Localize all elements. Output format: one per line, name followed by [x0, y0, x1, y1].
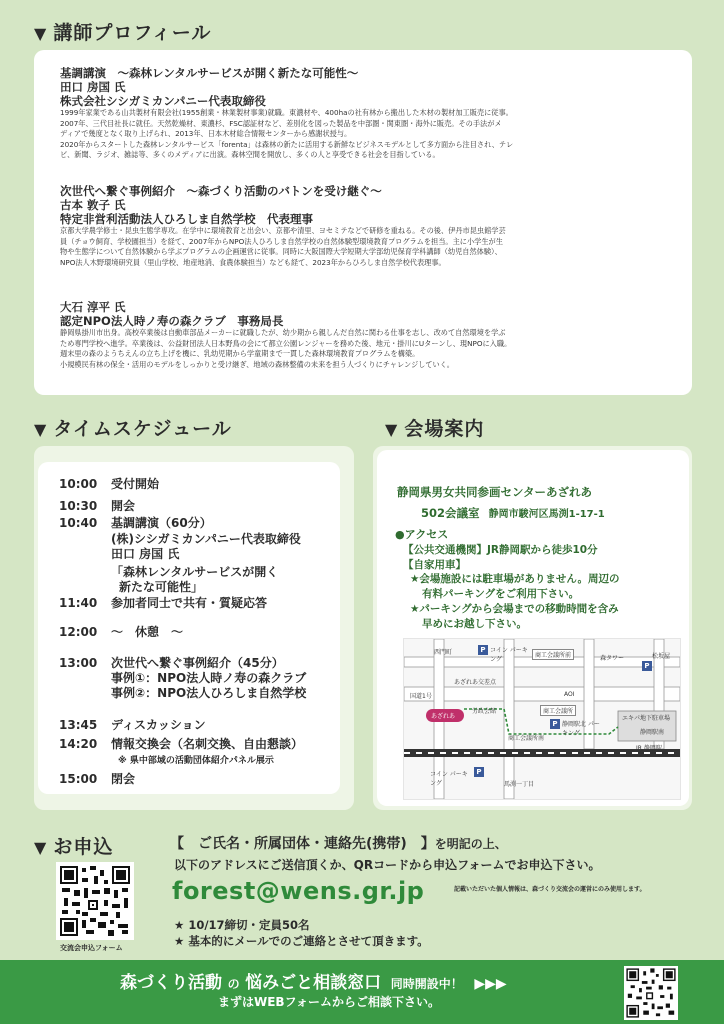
keynote-detail: 田口 房国 氏: [111, 547, 180, 561]
speaker-bio: 京都大学農学修士・昆虫生態学専攻。在学中に環境教育と出会い、京都や清里、ヨセミテなどで研修を重ねる。その後、伊丹市昆虫館学芸 員（チョウ飼育、学校園担当）を経て、2007年からNPO法人ひろしま自然学校の自然体験型環境教育プログラムを担当。主に小学生が生 物や生態学について自然体験から学ぶプログラムの企画運営に従事。同時に大阪国際大学短期大学部幼児保育学科講師（幼児自然体験）、 NPO法人木野環境研究員（里山学校、地産地消、食農体験担当）なども経て、2023年からひろしま自然学校代表理事。: [60, 226, 506, 267]
apply-contact-note: ★ 基本的にメールでのご連絡とさせて頂きます。: [174, 934, 429, 948]
car-access: 【自家用車】: [403, 559, 466, 571]
parking-icon: P: [478, 645, 488, 655]
map-label: 森タワー: [600, 655, 625, 662]
venue-heading: ▼ 会場案内: [385, 418, 485, 440]
apply-line1: 【 ご氏名・所属団体・連絡先(携帯) 】を明記の上、: [170, 836, 507, 852]
venue-room-line: [421, 502, 605, 523]
speaker-bio: 静岡県掛川市出身。高校卒業後は自動車部品メーカーに就職したが、幼少期から親しんだ自然に関わる仕事を志し、改めて自然環境を学ぶ ため専門学校へ進学。卒業後は、公益財団法人日本野鳥の会にて都立公園レンジャーを務めた後、地元・掛川にUターンし、現NPOに入職。 週末里の森のようちえんの立ち上げを機に、乳幼児期から学童期まで一貫した森林環境教育プログラムを構築。 小規模民有林の保全・活用のモデルをしっかりと受け継ぎ、地域の森林整備の未来を担う人づくりにチャレンジしていく。: [60, 328, 512, 369]
map-label: コイン パーキング: [430, 771, 468, 787]
speaker-name: 古本 敦子 氏: [60, 198, 126, 212]
map-label: 商工会議所前: [532, 649, 574, 660]
venue-address: 静岡市駿河区馬渕1-17-1: [488, 509, 605, 520]
schedule-row: 10:40 基調講演（60分）: [59, 516, 212, 530]
keynote-detail: 新たな可能性」: [119, 580, 204, 594]
speaker-talk-title: 基調講演 ～森林レンタルサービスが開く新たな可能性～: [60, 66, 359, 80]
venue-notes: ★会場施設には駐車場がありません。周辺の 有料パーキングをご利用下さい。 ★パーキングから会場までの移動時間を含み 早めにお越し下さい。: [410, 573, 620, 630]
case-item: 事例②：NPO法人ひろしま自然学校: [111, 686, 307, 700]
map-label: コイン パーキング: [490, 647, 528, 663]
footer-qr-code[interactable]: [624, 966, 678, 1020]
parking-icon: P: [550, 719, 560, 729]
apply-line2: 以下のアドレスにご送信頂くか、QRコードから申込フォームでお申込下さい。: [174, 858, 601, 872]
speaker-name: 田口 房国 氏: [60, 80, 126, 94]
schedule-inner: [38, 462, 340, 794]
map-label: あざれあ交差点: [454, 679, 497, 686]
map-label: 静岡駅北 パーキング: [562, 721, 600, 737]
venue-panel: [373, 446, 692, 810]
footer-title-line: 森づくり活動 の 悩みごと相談窓口 同時開設中！ ▶▶▶: [120, 973, 507, 993]
triangle-down-icon: ▼: [34, 24, 48, 43]
speaker-name: 大石 淳平 氏: [60, 300, 126, 314]
map-label: 松坂屋: [652, 653, 671, 660]
qr-icon: [625, 967, 677, 1019]
map-label: 商工会議所: [540, 705, 576, 716]
map-label: JR 静岡駅: [636, 745, 662, 752]
parking-icon: P: [642, 661, 652, 671]
public-transport: 【公共交通機関】JR静岡駅から徒歩10分: [403, 544, 598, 556]
speaker-org: 株式会社シシガミカンパニー代表取締役: [60, 94, 266, 108]
schedule-heading: ▼ タイムスケジュール: [34, 418, 232, 440]
arrow-icon: ▶▶▶: [474, 976, 507, 992]
map-label: あざれあ: [431, 713, 456, 720]
profile-panel: [34, 50, 692, 395]
profile-heading: ▼ 講師プロフィール: [34, 22, 212, 44]
map-label: 静岡駅南: [640, 729, 665, 736]
speaker-bio: 1999年家業である山共製材有限会社(1955創業・林業製材事業)就職。東濃材や、400haの社有林から搬出した木材の製材加工販売に従事。 2007年、三代目社長に就任。天然乾燥材、東濃杉、FSC認証材など、差別化を図った製品を中部圏・関東圏・海外に販売。その手法がメ ディアで幾度となく取り上げられ、2013年、日本木材総合情報センターから感謝状授与。 2020年からスタートした森林レンタルサービス「forenta」は森林の新たに活用する新鮮なビジネスモデルとして多方面から注目され、テレ ビ、新聞、ラジオ、雑誌等、多くのメディアに出演。森林空間を開放し、多くの人と享受できる社会を目指している。: [60, 108, 514, 159]
qr-caption: 交流会申込フォーム: [60, 944, 123, 952]
keynote-detail: (株)シシガミカンパニー代表取締役: [111, 532, 301, 546]
schedule-row: 10:00 受付開始: [59, 477, 160, 491]
case-item: 事例①：NPO法人時ノ寿の森クラブ: [111, 671, 307, 685]
venue-map: [403, 638, 681, 800]
schedule-row: 12:00 ～ 休憩 ～: [59, 625, 184, 639]
schedule-row: 13:45 ディスカッション: [59, 718, 206, 732]
speaker-block: [60, 300, 685, 370]
speaker-block: [60, 184, 685, 268]
schedule-row: 10:30 開会: [59, 499, 136, 513]
privacy-note: 記載いただいた個人情報は、森づくり交流会の運営にのみ使用します。: [454, 886, 646, 893]
schedule-row: 15:00 閉会: [59, 772, 136, 786]
apply-email-link[interactable]: forest@wens.gr.jp: [172, 877, 425, 905]
parking-icon: P: [474, 767, 484, 777]
triangle-down-icon: ▼: [34, 420, 48, 439]
map-label: 商工会議所南: [508, 735, 545, 742]
footer-banner: [0, 960, 724, 1024]
apply-qr-code[interactable]: [56, 862, 134, 940]
venue-room: 502会議室: [421, 506, 480, 520]
map-label: 馬渕一丁目: [504, 781, 535, 788]
apply-required-fields: 【 ご氏名・所属団体・連絡先(携帯) 】: [170, 836, 435, 852]
triangle-down-icon: ▼: [34, 838, 48, 857]
speaker-talk-title: 次世代へ繋ぐ事例紹介 ～森づくり活動のバトンを受け継ぐ～: [60, 184, 382, 198]
map-label: 西門町: [434, 649, 453, 656]
venue-inner: [377, 450, 689, 806]
venue-name: 静岡県男女共同参画センターあざれあ: [397, 485, 593, 499]
speaker-org: 特定非営利活動法人ひろしま自然学校 代表理事: [60, 212, 313, 226]
schedule-row: 13:00 次世代へ繋ぐ事例紹介（45分）: [59, 656, 284, 670]
map-label: 労政会館: [472, 708, 497, 715]
apply-heading: ▼ お申込: [34, 836, 114, 858]
footer-subtitle: まずはWEBフォームからご相談下さい。: [218, 995, 440, 1009]
qr-icon: [58, 864, 132, 938]
apply-deadline: ★ 10/17締切・定員50名: [174, 918, 310, 932]
map-label: エキパ地下駐車場: [622, 715, 671, 722]
schedule-note: ※ 県中部域の活動団体紹介パネル展示: [118, 756, 274, 766]
access-title: ●アクセス: [395, 528, 449, 541]
schedule-row: 11:40 参加者同士で共有・質疑応答: [59, 596, 268, 610]
speaker-block: [60, 66, 685, 161]
map-label: AOI: [564, 691, 575, 698]
triangle-down-icon: ▼: [385, 420, 399, 439]
speaker-org: 認定NPO法人時ノ寿の森クラブ 事務局長: [60, 314, 284, 328]
schedule-panel: [34, 446, 354, 810]
map-label: 国道1号: [410, 693, 432, 700]
keynote-detail: 「森林レンタルサービスが開く: [111, 565, 279, 579]
schedule-row: 14:20 情報交換会（名刺交換、自由懇談）: [59, 737, 304, 751]
